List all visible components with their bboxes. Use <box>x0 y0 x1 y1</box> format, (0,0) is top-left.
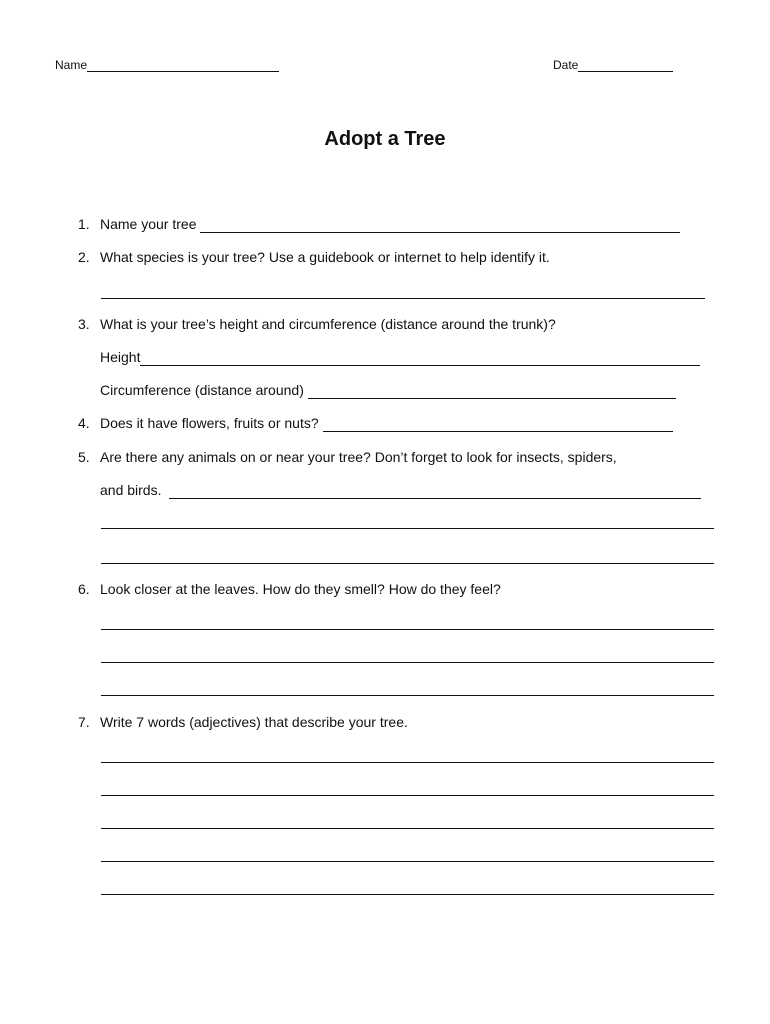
question-number: 4. <box>78 415 90 431</box>
answer-line[interactable] <box>101 298 705 299</box>
question-number: 3. <box>78 316 90 332</box>
answer-line[interactable] <box>323 417 673 432</box>
height-field <box>100 348 700 366</box>
circumference-label: Circumference (distance around) <box>100 382 304 398</box>
name-label: Name <box>55 58 88 72</box>
question-text: Name your tree <box>100 216 197 232</box>
question-text: Write 7 words (adjectives) that describe your tree. <box>100 714 408 730</box>
question-text: Does it have flowers, fruits or nuts? <box>100 415 319 431</box>
height-answer-line[interactable] <box>140 351 700 366</box>
answer-line[interactable] <box>101 695 714 696</box>
answer-line[interactable] <box>200 218 680 233</box>
question-number: 2. <box>78 249 90 265</box>
answer-line[interactable] <box>101 795 714 796</box>
question-5-continued <box>100 481 701 499</box>
question-6 <box>78 580 501 598</box>
answer-line[interactable] <box>169 484 701 499</box>
question-number: 7. <box>78 714 90 730</box>
answer-line[interactable] <box>101 762 714 763</box>
page-title: Adopt a Tree <box>324 128 446 150</box>
name-field[interactable] <box>55 58 279 72</box>
circumference-field <box>100 381 676 399</box>
question-number: 6. <box>78 581 90 597</box>
question-7 <box>78 713 408 731</box>
answer-line[interactable] <box>101 563 714 564</box>
question-text-continued: and birds. <box>100 482 162 498</box>
question-text: Are there any animals on or near your tree? Don’t forget to look for insects, spiders, <box>100 449 617 465</box>
circumference-answer-line[interactable] <box>308 384 676 399</box>
date-label: Date <box>553 58 579 72</box>
question-number: 5. <box>78 449 90 465</box>
answer-line[interactable] <box>101 828 714 829</box>
question-text: What is your tree’s height and circumference (distance around the trunk)? <box>100 316 556 332</box>
question-2 <box>78 248 550 266</box>
answer-line[interactable] <box>101 629 714 630</box>
question-text: Look closer at the leaves. How do they smell? How do they feel? <box>100 581 501 597</box>
answer-line[interactable] <box>101 894 714 895</box>
question-number: 1. <box>78 216 90 232</box>
answer-line[interactable] <box>101 528 714 529</box>
answer-line[interactable] <box>101 861 714 862</box>
question-3 <box>78 315 556 333</box>
date-blank[interactable] <box>578 59 673 72</box>
name-blank[interactable] <box>87 59 279 72</box>
question-1 <box>78 215 680 233</box>
question-5 <box>78 448 617 466</box>
question-4 <box>78 414 673 432</box>
question-text: What species is your tree? Use a guidebook or internet to help identify it. <box>100 249 550 265</box>
height-label: Height <box>100 349 141 365</box>
date-field[interactable] <box>553 58 673 72</box>
answer-line[interactable] <box>101 662 714 663</box>
